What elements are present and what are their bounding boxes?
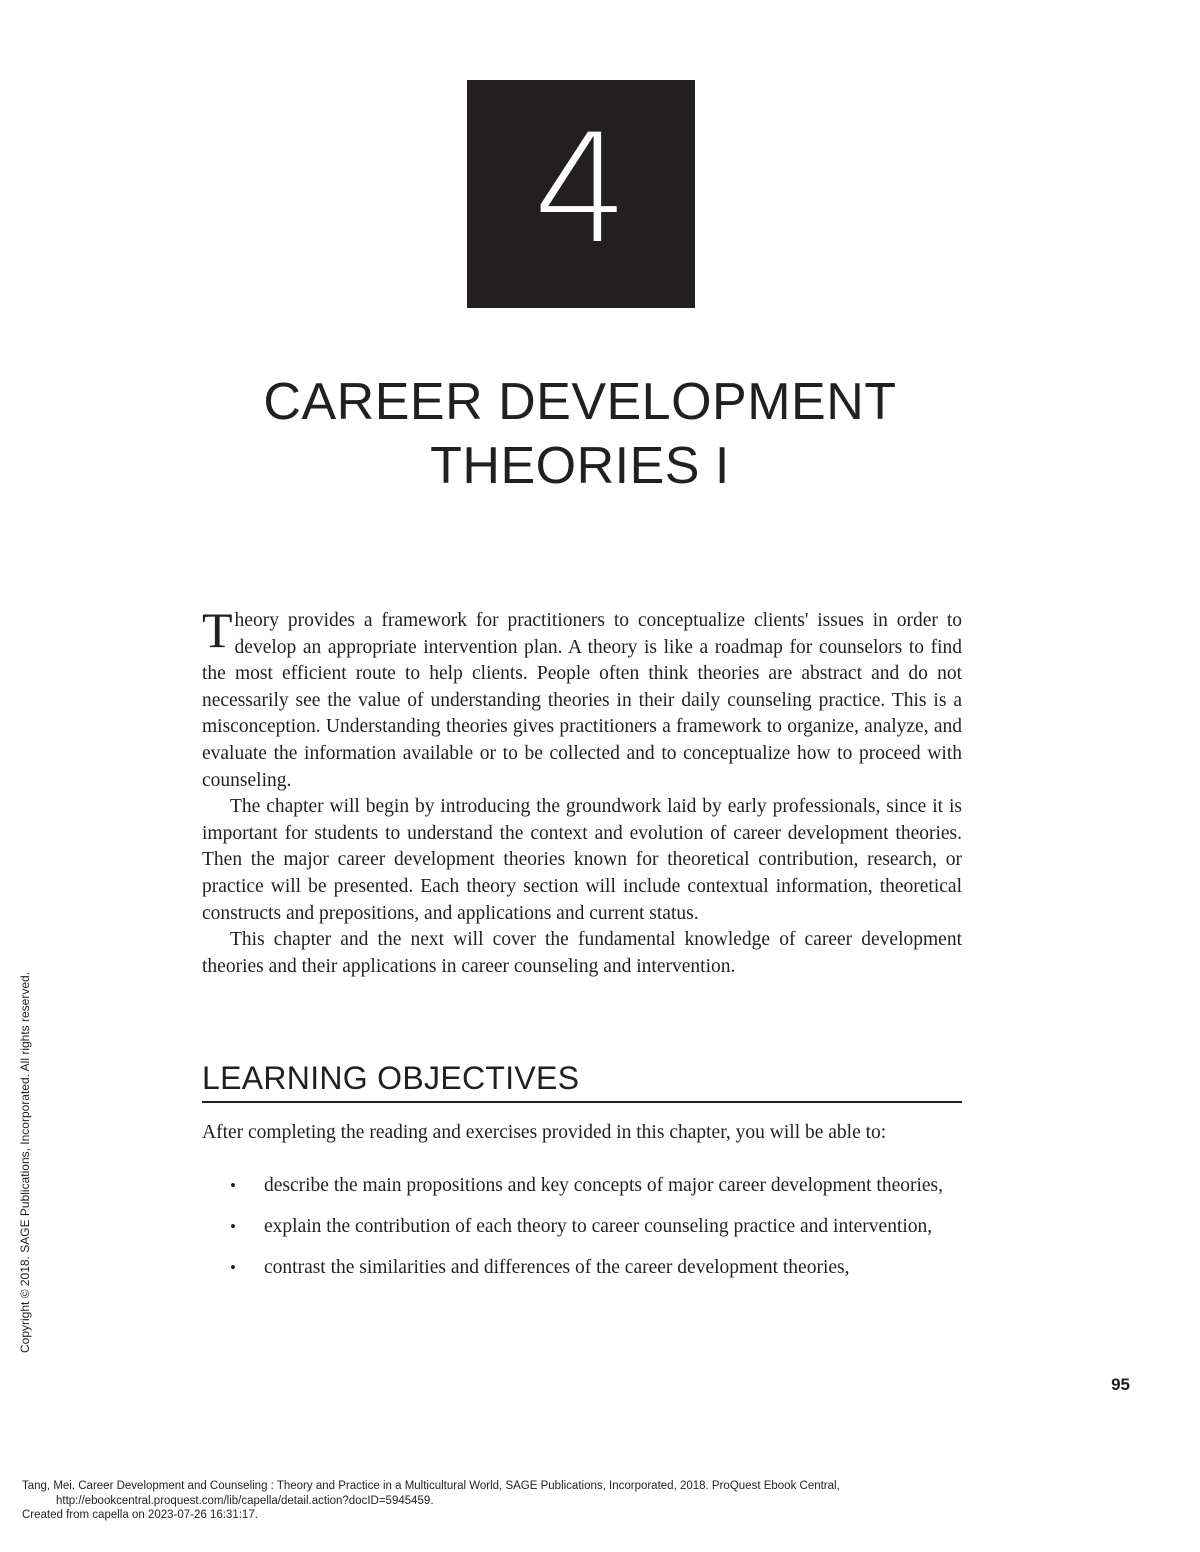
chapter-number: 4 xyxy=(533,103,629,277)
list-item-text: describe the main propositions and key concepts of major career development theories, xyxy=(264,1175,944,1196)
chapter-number-box xyxy=(467,80,695,308)
drop-cap: T xyxy=(202,602,233,658)
page-number: 95 xyxy=(1111,1375,1130,1394)
intro-paragraph-2: The chapter will begin by introducing the groundwork laid by early professionals, since it is important for students to understand the context and evolution of career development theories. Then the major career development theories known for theoretical contribution, research, or practice will be presented. Each theory section will include contextual information, theoretical constructs and prepositions, and applications and current status. xyxy=(202,796,962,924)
bullet-icon: • xyxy=(230,1217,236,1236)
intro-paragraph-1-text: heory provides a framework for practitioners to conceptualize clients' issues in order to develop an appropriate intervention plan. A theory is like a roadmap for counselors to find the most efficient route to help clients. People often think theories are abstract and do not necessarily see the value of understanding theories in their daily counseling practice. This is a misconception. Understanding theories gives practitioners a framework to organize, analyze, and evaluate the information available or to be collected and to conceptualize how to proceed with counseling. xyxy=(202,610,962,791)
learning-objectives-intro: After completing the reading and exercises provided in this chapter, you will be able to: xyxy=(202,1122,887,1143)
chapter-title xyxy=(180,370,980,498)
bullet-icon: • xyxy=(230,1176,236,1195)
footer-created-line: Created from capella on 2023-07-26 16:31:17. xyxy=(22,1509,258,1521)
learning-objectives-heading: LEARNING OBJECTIVES xyxy=(202,1058,962,1103)
chapter-title-line-1: CAREER DEVELOPMENT xyxy=(263,373,897,431)
learning-objectives-list xyxy=(228,1172,948,1295)
footer-url-link[interactable]: http://ebookcentral.proquest.com/lib/capella/detail.action?docID=5945459. xyxy=(56,1494,434,1507)
bullet-icon: • xyxy=(230,1258,236,1277)
list-item-text: explain the contribution of each theory to career counseling practice and intervention, xyxy=(264,1216,933,1237)
chapter-introduction xyxy=(202,602,962,980)
citation-footer xyxy=(22,1479,1182,1523)
list-item-text: contrast the similarities and differences of the career development theories, xyxy=(264,1257,850,1278)
side-copyright-notice: Copyright © 2018. SAGE Publications, Incorporated. All rights reserved. xyxy=(18,971,32,1353)
list-item xyxy=(228,1172,948,1199)
intro-paragraph-1 xyxy=(202,602,962,794)
list-item xyxy=(228,1213,948,1240)
chapter-title-line-2: THEORIES I xyxy=(430,437,730,495)
list-item xyxy=(228,1254,948,1281)
footer-citation-line: Tang, Mei. Career Development and Counseling : Theory and Practice in a Multicultural World, SAGE Publications, Incorporated, 2018. ProQuest Ebook Central, xyxy=(22,1480,840,1492)
intro-paragraph-3: This chapter and the next will cover the fundamental knowledge of career development theories and their applications in career counseling and intervention. xyxy=(202,929,962,977)
